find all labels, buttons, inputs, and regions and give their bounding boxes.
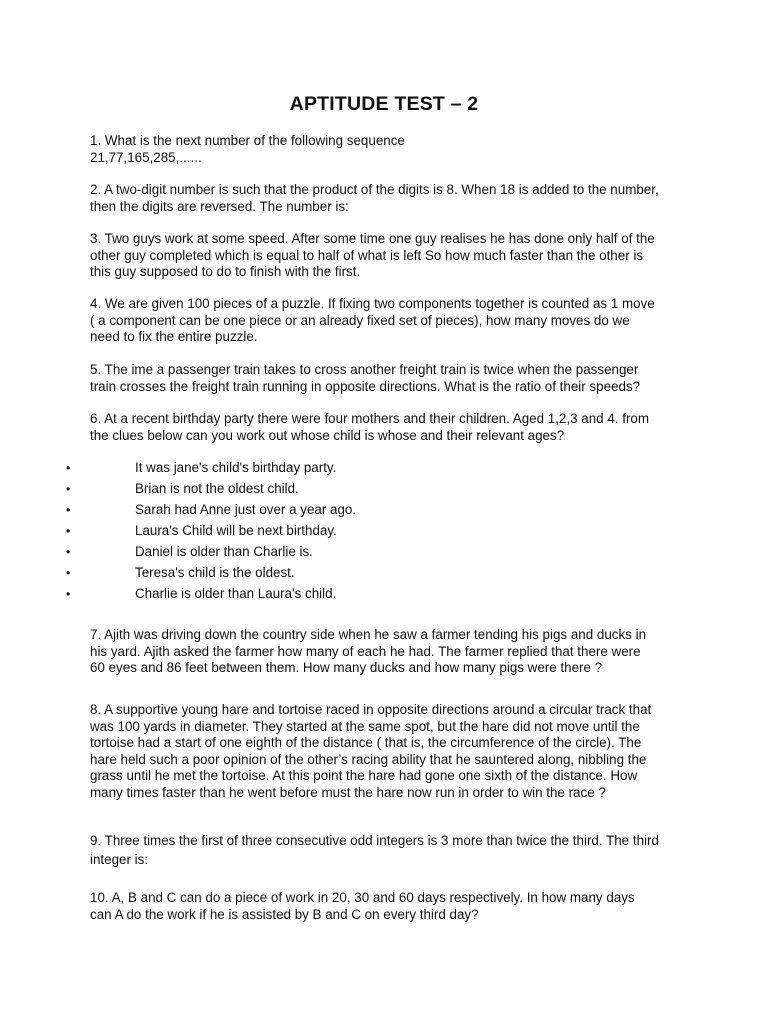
question-line: train crosses the freight train running in opposite directions. What is the ratio of their speeds? xyxy=(90,378,641,394)
question-line: 2. A two-digit number is such that the product of the digits is 8. When 18 is added to the number, xyxy=(90,182,659,197)
question-3 xyxy=(90,231,690,281)
list-item xyxy=(0,460,768,480)
question-line: then the digits are reversed. The number is: xyxy=(90,198,349,214)
clue-text: Sarah had Anne just over a year ago. xyxy=(135,502,357,517)
clue-text: Charlie is older than Laura's child. xyxy=(135,586,337,601)
page-title: APTITUDE TEST – 2 xyxy=(289,93,479,115)
clue-text: Teresa's child is the oldest. xyxy=(135,565,295,580)
question-line: other guy completed which is equal to half of what is left So how much faster than the other is xyxy=(90,247,644,263)
clue-text: It was jane's child's birthday party. xyxy=(135,460,337,475)
question-line: was 100 yards in diameter. They started at the same spot, but the hare did not move until the xyxy=(90,718,640,734)
question-1 xyxy=(90,133,690,166)
question-5 xyxy=(90,362,690,395)
clue-text: Laura's Child will be next birthday. xyxy=(135,523,337,538)
list-item xyxy=(0,544,768,564)
clue-text: Daniel is older than Charlie is. xyxy=(135,544,313,559)
question-line: 6. At a recent birthday party there were four mothers and their children. Aged 1,2,3 and 4. from xyxy=(90,411,649,426)
question-10 xyxy=(90,890,690,923)
question-line: hare held such a poor opinion of the other’s racing ability that he sauntered along, nibbling the xyxy=(90,751,647,767)
question-8 xyxy=(90,702,690,801)
bullet-icon: • xyxy=(66,545,71,559)
question-line: grass until he met the tortoise. At this point the hare had gone one sixth of the distance. How xyxy=(90,768,638,783)
question-line: 3. Two guys work at some speed. After some time one guy realises he has done only half of the xyxy=(90,231,655,246)
question-line: can A do the work if he is assisted by B and C on every third day? xyxy=(90,906,479,922)
question-line: many times faster than he went before must the hare now run in order to win the race ? xyxy=(90,784,606,800)
list-item xyxy=(0,481,768,501)
question-line: 10. A, B and C can do a piece of work in 20, 30 and 60 days respectively. In how many days xyxy=(90,890,635,905)
clue-text: Brian is not the oldest child. xyxy=(135,481,299,496)
bullet-icon: • xyxy=(66,524,71,538)
question-9 xyxy=(90,833,690,868)
question-line: ( a component can be one piece or an already fixed set of pieces), how many moves do we xyxy=(90,312,630,328)
question-line: 9. Three times the first of three consecutive odd integers is 3 more than twice the third. The third xyxy=(90,833,659,848)
question-line: need to fix the entire puzzle. xyxy=(90,329,258,344)
question-line: the clues below can you work out whose child is whose and their relevant ages? xyxy=(90,427,565,443)
question-line: his yard. Ajith asked the farmer how many of each he had. The farmer replied that there were xyxy=(90,643,641,659)
list-item xyxy=(0,502,768,522)
question-4 xyxy=(90,296,690,346)
list-item xyxy=(0,565,768,585)
bullet-icon: • xyxy=(66,566,71,580)
question-line: 5. The ime a passenger train takes to cross another freight train is twice when the passenger xyxy=(90,362,639,377)
question-line: 8. A supportive young hare and tortoise raced in opposite directions around a circular track that xyxy=(90,702,652,717)
question-line: this guy supposed to do to finish with the first. xyxy=(90,264,361,279)
list-item xyxy=(0,523,768,543)
list-item xyxy=(0,586,768,606)
bullet-icon: • xyxy=(66,461,71,475)
question-line: 7. Ajith was driving down the country side when he saw a farmer tending his pigs and ducks in xyxy=(90,627,647,642)
question-line: 21,77,165,285,...... xyxy=(90,149,202,165)
bullet-icon: • xyxy=(66,482,71,496)
bullet-icon: • xyxy=(66,503,71,517)
question-line: tortoise had a start of one eighth of the distance ( that is, the circumference of the circle). The xyxy=(90,735,642,750)
question-line: 4. We are given 100 pieces of a puzzle. If fixing two components together is counted as 1 move xyxy=(90,296,655,311)
bullet-icon: • xyxy=(66,587,71,601)
question-2 xyxy=(90,182,690,215)
question-line: integer is: xyxy=(90,851,149,867)
question-6 xyxy=(90,411,690,444)
question-line: 60 eyes and 86 feet between them. How many ducks and how many pigs were there ? xyxy=(90,660,603,675)
question-line: 1. What is the next number of the following sequence xyxy=(90,133,405,148)
question-7 xyxy=(90,627,690,677)
